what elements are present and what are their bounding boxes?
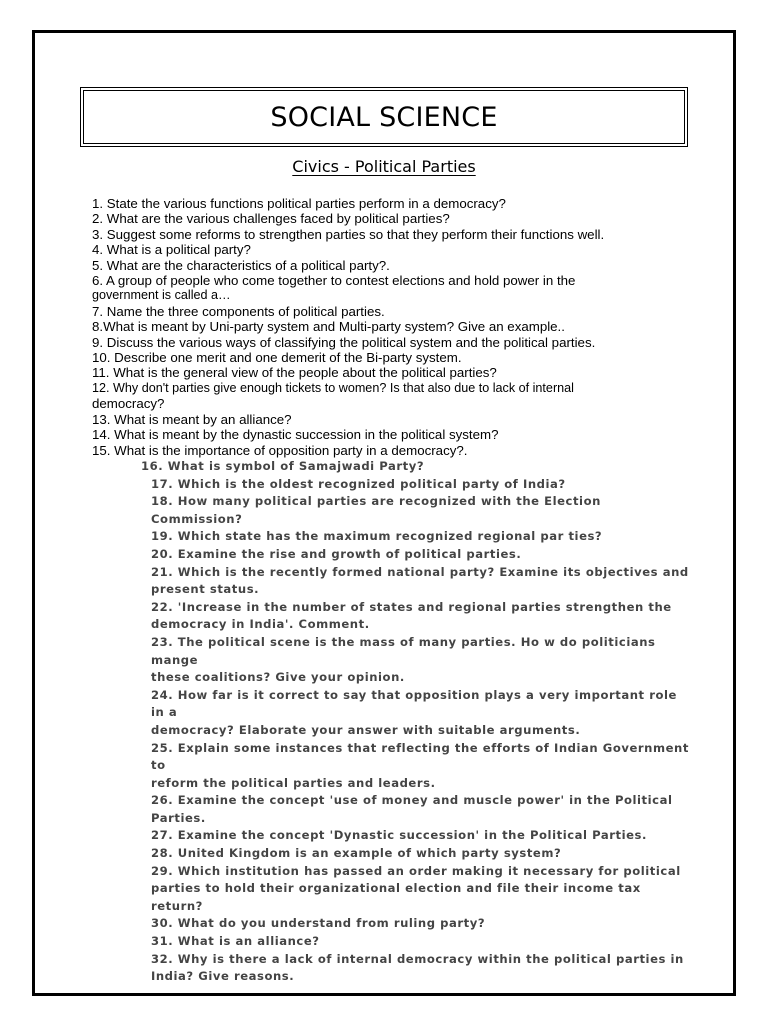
question-line: 4. What is a political party? bbox=[92, 242, 251, 258]
subtitle-text: Civics - Political Parties bbox=[292, 157, 476, 176]
question-line: 31. What is an alliance? bbox=[151, 934, 320, 949]
question-line: 2. What are the various challenges faced by political parties? bbox=[92, 211, 450, 227]
question-line: 28. United Kingdom is an example of which party system? bbox=[151, 846, 562, 861]
question-line: India? Give reasons. bbox=[151, 969, 295, 984]
question-line: 5. What are the characteristics of a political party?. bbox=[92, 257, 390, 273]
question-line: these coalitions? Give your opinion. bbox=[151, 670, 405, 685]
question-line: 23. The political scene is the mass of many parties. Ho w do politicians mange bbox=[151, 634, 656, 667]
question-line: 15. What is the importance of opposition party in a democracy?. bbox=[92, 442, 468, 458]
question-list-part1 bbox=[92, 196, 692, 458]
question-line: 18. How many political parties are recognized with the Election Commission? bbox=[151, 494, 601, 526]
title-box bbox=[80, 87, 688, 147]
question-line: reform the political parties and leaders. bbox=[151, 775, 436, 790]
question-line: 7. Name the three components of political parties. bbox=[92, 303, 385, 319]
question-line: 24. How far is it correct to say that opposition plays a very important role in a bbox=[151, 687, 677, 720]
question-line: 10. Describe one merit and one demerit of the Bi-party system. bbox=[92, 350, 462, 366]
question-line: 20. Examine the rise and growth of political parties. bbox=[151, 546, 522, 561]
question-line: government is called a… bbox=[92, 288, 231, 303]
question-line: parties to hold their organizational election and file their income tax return? bbox=[151, 881, 641, 913]
question-line: Parties. bbox=[151, 810, 206, 825]
question-line: 21. Which is the recently formed national party? Examine its objectives and bbox=[151, 564, 689, 579]
question-line: 16. What is symbol of Samajwadi Party? bbox=[141, 459, 425, 473]
question-line: present status. bbox=[151, 582, 260, 597]
question-line: 25. Explain some instances that reflecting the efforts of Indian Government to bbox=[151, 740, 689, 773]
question-line: democracy in India'. Comment. bbox=[151, 617, 370, 632]
subtitle bbox=[0, 157, 768, 176]
question-line: 12. Why don't parties give enough tickets to women? Is that also due to lack of internal bbox=[92, 380, 574, 395]
question-line: 29. Which institution has passed an order making it necessary for political bbox=[151, 863, 681, 878]
page-title: SOCIAL SCIENCE bbox=[270, 101, 498, 133]
question-line: democracy? Elaborate your answer with suitable arguments. bbox=[151, 722, 581, 737]
question-line: 19. Which state has the maximum recognized regional par ties? bbox=[151, 529, 603, 544]
question-line: 11. What is the general view of the people about the political parties? bbox=[92, 365, 497, 381]
question-line: 26. Examine the concept 'use of money and muscle power' in the Political bbox=[151, 793, 673, 808]
question-line: 14. What is meant by the dynastic succession in the political system? bbox=[92, 427, 499, 443]
question-line: 1. State the various functions political parties perform in a democracy? bbox=[92, 196, 506, 211]
question-line: 8.What is meant by Uni-party system and Multi-party system? Give an example.. bbox=[92, 319, 565, 335]
question-line: 30. What do you understand from ruling party? bbox=[151, 916, 486, 931]
question-list-part2 bbox=[141, 458, 691, 986]
question-line: 13. What is meant by an alliance? bbox=[92, 411, 292, 427]
question-line: 6. A group of people who come together to contest elections and hold power in the bbox=[92, 273, 576, 289]
question-line: 27. Examine the concept 'Dynastic succession' in the Political Parties. bbox=[151, 828, 647, 843]
question-line: 22. 'Increase in the number of states and regional parties strengthen the bbox=[151, 599, 672, 614]
question-line: 9. Discuss the various ways of classifying the political system and the political parties. bbox=[92, 334, 596, 350]
question-line: 17. Which is the oldest recognized political party of India? bbox=[151, 476, 566, 491]
question-line: 32. Why is there a lack of internal democracy within the political parties in bbox=[151, 951, 684, 966]
question-line: 3. Suggest some reforms to strengthen parties so that they perform their functions well. bbox=[92, 226, 605, 242]
question-line: democracy? bbox=[92, 396, 165, 412]
